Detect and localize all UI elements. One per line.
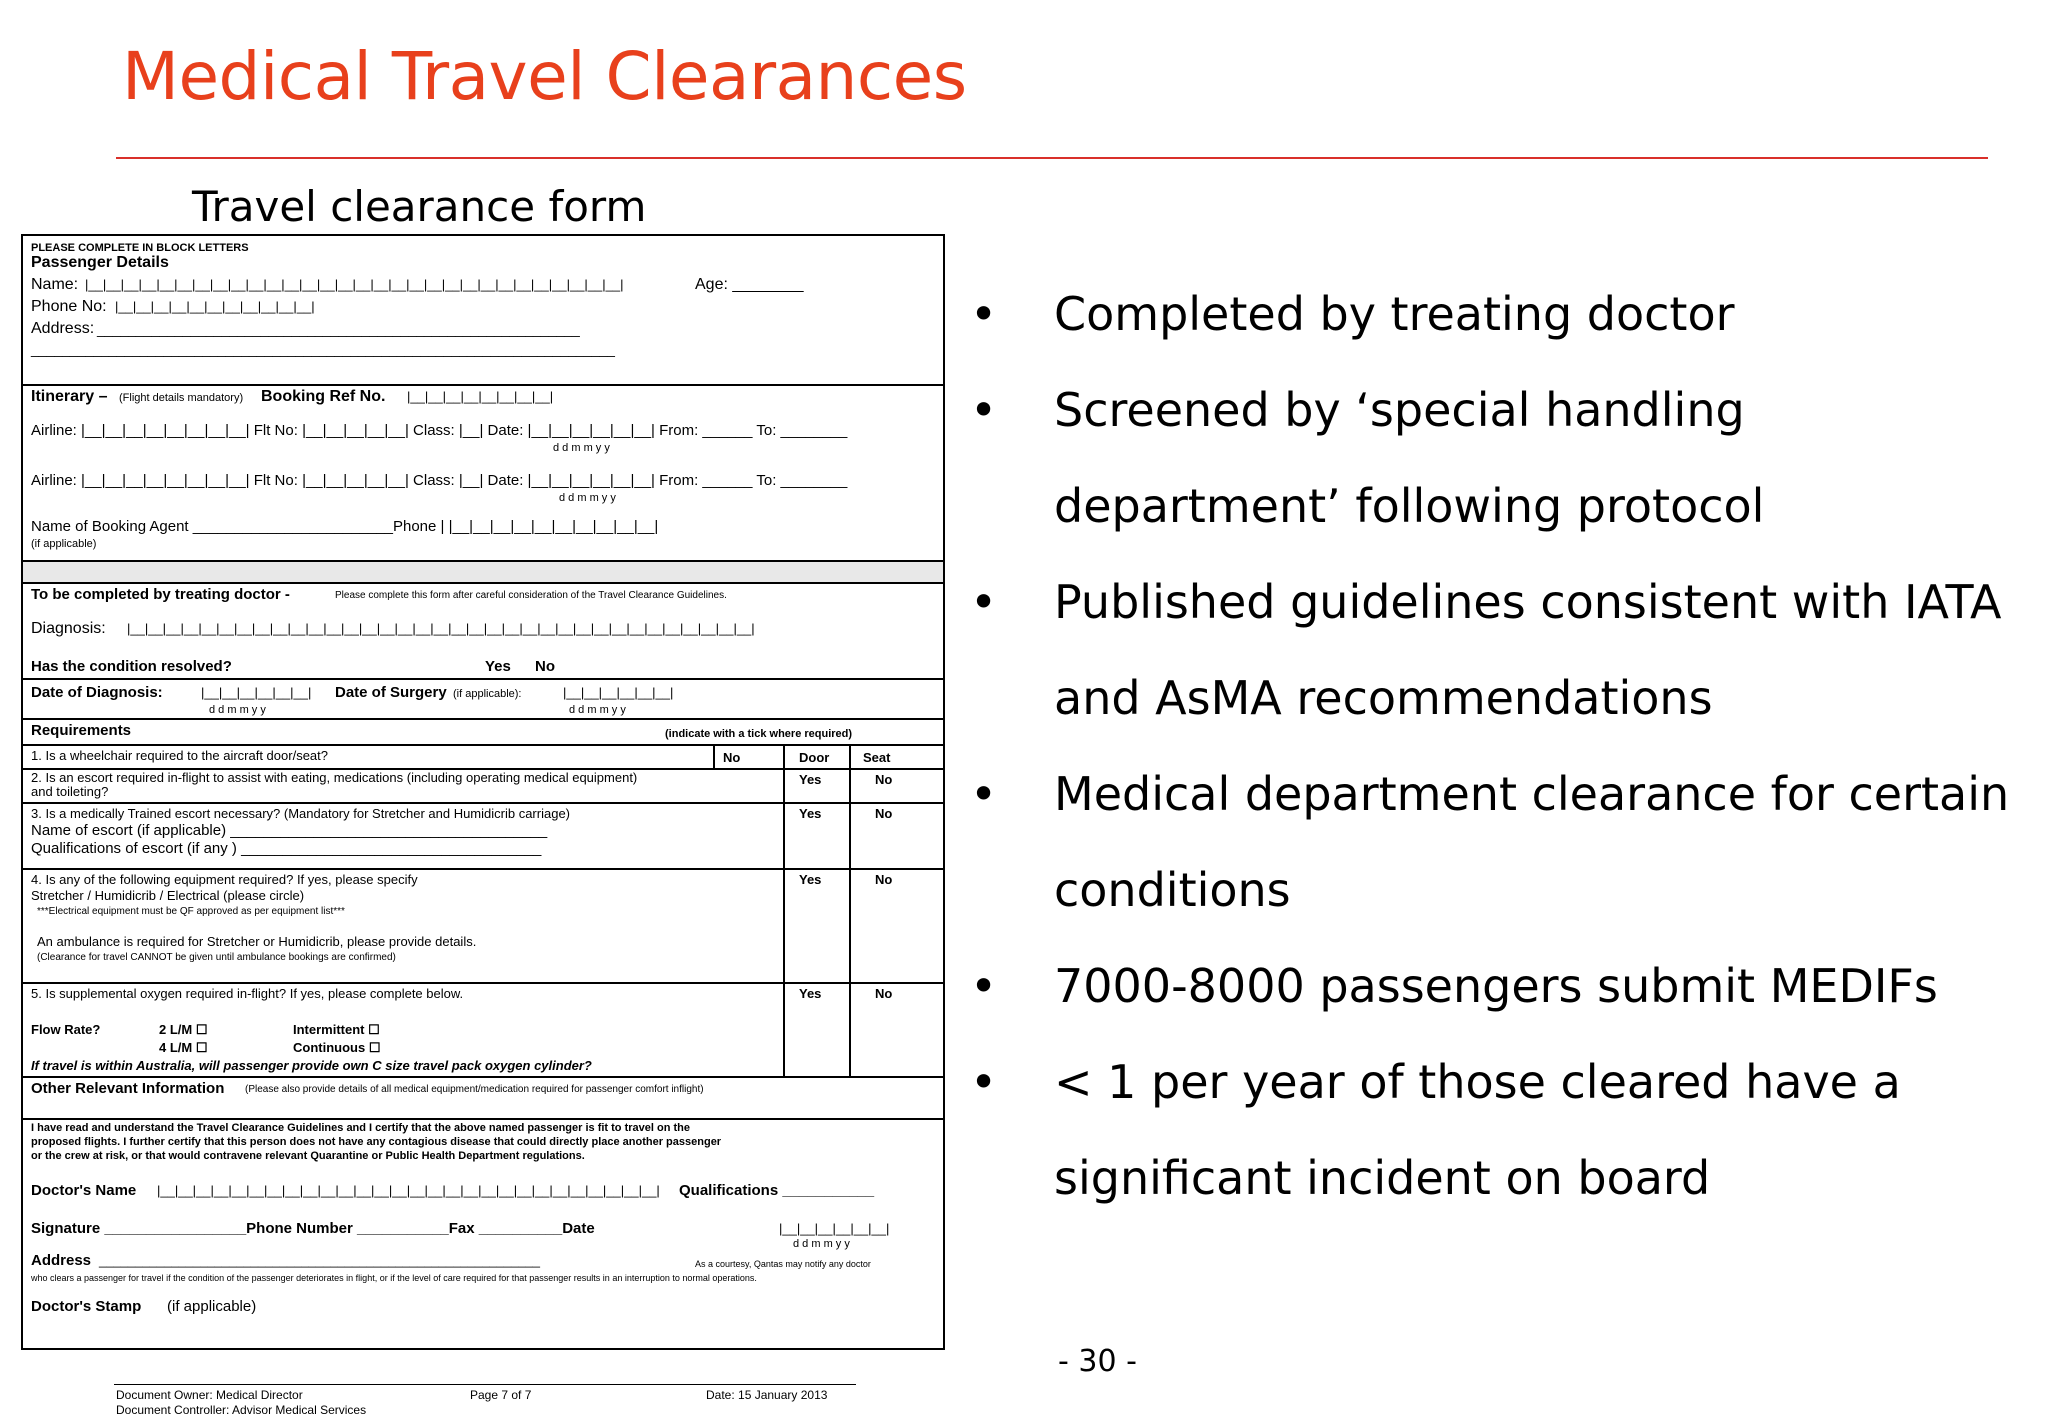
bullet-item	[970, 266, 2030, 362]
question-3c: Qualifications of escort (if any ) ____________________________________	[31, 840, 542, 857]
tick-note: (indicate with a tick where required)	[665, 728, 853, 740]
footer-owner: Document Owner: Medical Director	[116, 1388, 303, 1402]
declaration-line-1: I have read and understand the Travel Clearance Guidelines and I certify that the above named passenger is fit to travel on the	[31, 1122, 690, 1134]
age-label: Age: ________	[695, 276, 804, 293]
bullet-text: Screened by ‘special handling department’ following protocol	[1054, 383, 1765, 533]
q4-yes: Yes	[799, 872, 822, 887]
bullet-list	[970, 266, 2030, 1226]
address-line-2: ___________________________________________________________________________	[31, 341, 615, 357]
q2-no: No	[875, 772, 893, 787]
q2-yes: Yes	[799, 772, 822, 787]
surgery-if-applicable: (if applicable):	[453, 688, 522, 700]
signature-date-letters: d d m m y y	[793, 1238, 850, 1250]
bullet-item	[970, 554, 2030, 746]
declaration-line-2: proposed flights. I further certify that this person does not have any contagious disease that could directly place another passenger	[31, 1136, 722, 1148]
booking-agent-row: Name of Booking Agent ________________________Phone | |__|__|__|__|__|__|__|__|__|__|	[31, 518, 659, 535]
section-divider	[23, 744, 943, 746]
slide-subtitle: Travel clearance form	[192, 182, 647, 231]
declaration-line-3: or the crew at risk, or that would contravene relevant Quarantine or Public Health Department regulations.	[31, 1150, 585, 1162]
doctors-name-label: Doctor's Name	[31, 1182, 137, 1199]
name-label: Name:	[31, 276, 79, 293]
question-5: 5. Is supplemental oxygen required in-flight? If yes, please complete below.	[31, 986, 464, 1001]
q1-no: No	[723, 750, 741, 765]
date-letters-1: d d m m y y	[553, 442, 610, 454]
surgery-date-letters: d d m m y y	[569, 704, 626, 716]
doctor-heading: To be completed by treating doctor -	[31, 586, 290, 603]
flight-mandatory-note: (Flight details mandatory)	[119, 392, 244, 404]
passenger-details-heading: Passenger Details	[31, 254, 169, 271]
question-1: 1. Is a wheelchair required to the aircraft door/seat?	[31, 748, 328, 763]
row-divider	[23, 982, 943, 984]
phone-boxes: |__|__|__|__|__|__|__|__|__|__|__|	[115, 299, 315, 314]
question-4d: An ambulance is required for Stretcher or Humidicrib, please provide details.	[37, 934, 477, 949]
diagnosis-date-boxes: |__|__|__|__|__|__|	[201, 685, 312, 700]
airline-row-1: Airline: |__|__|__|__|__|__|__|__| Flt No: |__|__|__|__|__| Class: |__| Date: |__|__|__|__|__|__| From: ______ To: ________	[31, 422, 848, 439]
bullet-glyph: •	[970, 287, 998, 341]
resolved-yes: Yes	[485, 658, 511, 675]
bullet-glyph: •	[970, 959, 998, 1013]
bullet-glyph: •	[970, 383, 998, 437]
booking-ref-label: Booking Ref No.	[261, 388, 386, 405]
intermittent-checkbox: Intermittent ☐	[293, 1022, 380, 1037]
bullet-item	[970, 1034, 2030, 1226]
bullet-glyph: •	[970, 767, 998, 821]
qualifications-label: Qualifications ___________	[679, 1182, 875, 1199]
question-4: 4. Is any of the following equipment required? If yes, please specify	[31, 872, 418, 887]
section-divider	[23, 678, 943, 680]
diagnosis-label: Diagnosis:	[31, 620, 106, 637]
bullet-item	[970, 746, 2030, 938]
date-letters-2: d d m m y y	[559, 492, 616, 504]
section-divider	[23, 1118, 943, 1120]
booking-ref-boxes: |__|__|__|__|__|__|__|__|	[407, 389, 554, 404]
date-of-surgery-label: Date of Surgery	[335, 684, 447, 701]
row-divider	[23, 802, 943, 804]
bullet-text: Medical department clearance for certain conditions	[1054, 767, 2010, 917]
doctor-address-label: Address	[31, 1252, 92, 1269]
block-letters-note: PLEASE COMPLETE IN BLOCK LETTERS	[31, 242, 249, 254]
shaded-band	[23, 562, 943, 582]
question-4b: Stretcher / Humidicrib / Electrical (please circle)	[31, 888, 305, 903]
oxygen-cylinder-question: If travel is within Australia, will passenger provide own C size travel pack oxygen cylinder?	[31, 1058, 592, 1073]
bullet-text: Published guidelines consistent with IATA and AsMA recommendations	[1054, 575, 2002, 725]
bullet-item	[970, 362, 2030, 554]
itinerary-label: Itinerary –	[31, 388, 108, 405]
signature-date-boxes: |__|__|__|__|__|__|	[779, 1221, 890, 1236]
q5-no: No	[875, 986, 893, 1001]
bullet-text: Completed by treating doctor	[1054, 287, 1735, 341]
other-info-label: Other Relevant Information	[31, 1080, 225, 1097]
requirements-heading: Requirements	[31, 722, 132, 739]
row-divider	[23, 868, 943, 870]
question-2b: and toileting?	[31, 784, 109, 799]
surgery-date-boxes: |__|__|__|__|__|__|	[563, 685, 674, 700]
bullet-glyph: •	[970, 1055, 998, 1109]
bullet-item	[970, 938, 2030, 1034]
booking-agent-if-applicable: (if applicable)	[31, 538, 97, 550]
diagnosis-date-letters: d d m m y y	[209, 704, 266, 716]
doctors-stamp-label: Doctor's Stamp	[31, 1298, 142, 1315]
airline-row-2: Airline: |__|__|__|__|__|__|__|__| Flt No: |__|__|__|__|__| Class: |__| Date: |__|__|__|__|__|__| From: ______ To: ________	[31, 472, 848, 489]
resolved-no: No	[535, 658, 555, 675]
bullet-text: 7000-8000 passengers submit MEDIFs	[1054, 959, 1938, 1013]
section-divider	[23, 718, 943, 720]
flow-rate-label: Flow Rate?	[31, 1022, 101, 1037]
address-line: ______________________________________________________________	[97, 321, 580, 337]
column-divider	[783, 744, 785, 1076]
name-boxes: |__|__|__|__|__|__|__|__|__|__|__|__|__|__|__|__|__|__|__|__|__|__|__|__|__|__|__|__|__|__|	[85, 277, 624, 292]
continuous-checkbox: Continuous ☐	[293, 1040, 381, 1055]
date-of-diagnosis-label: Date of Diagnosis:	[31, 684, 163, 701]
doctors-name-boxes: |__|__|__|__|__|__|__|__|__|__|__|__|__|__|__|__|__|__|__|__|__|__|__|__|__|__|__|__|	[157, 1183, 660, 1198]
doctor-note: Please complete this form after careful consideration of the Travel Clearance Guidelines.	[335, 590, 727, 601]
column-divider	[849, 744, 851, 1076]
bullet-text: < 1 per year of those cleared have a significant incident on board	[1054, 1055, 1901, 1205]
signature-row: Signature _________________Phone Number ___________Fax __________Date	[31, 1220, 595, 1237]
q1-seat: Seat	[863, 750, 891, 765]
footer-controller: Document Controller: Advisor Medical Services	[116, 1403, 367, 1417]
slide-title: Medical Travel Clearances	[122, 38, 967, 115]
q3-no: No	[875, 806, 893, 821]
question-3b: Name of escort (if applicable) ______________________________________	[31, 822, 548, 839]
four-lpm-checkbox: 4 L/M ☐	[159, 1040, 208, 1055]
question-4c: ***Electrical equipment must be QF approved as per equipment list***	[37, 906, 345, 917]
doctor-address-line: _____________________________________________________________	[99, 1253, 541, 1268]
address-label: Address:	[31, 320, 95, 337]
footer-page: Page 7 of 7	[470, 1388, 532, 1402]
footer-rule	[114, 1384, 856, 1385]
section-divider	[23, 1076, 943, 1078]
phone-label: Phone No:	[31, 298, 107, 315]
q1-door: Door	[799, 750, 830, 765]
section-divider	[23, 582, 943, 584]
courtesy-note-2: who clears a passenger for travel if the condition of the passenger deteriorates in flight, or if the level of care required for that passenger results in an interruption to normal operations.	[31, 1273, 757, 1283]
condition-resolved-label: Has the condition resolved?	[31, 658, 232, 675]
section-divider	[23, 384, 943, 386]
travel-clearance-form	[21, 234, 945, 1350]
two-lpm-checkbox: 2 L/M ☐	[159, 1022, 208, 1037]
footer-date: Date: 15 January 2013	[706, 1388, 828, 1402]
bullet-glyph: •	[970, 575, 998, 629]
courtesy-note: As a courtesy, Qantas may notify any doctor	[695, 1259, 871, 1269]
q5-yes: Yes	[799, 986, 822, 1001]
q4-no: No	[875, 872, 893, 887]
title-divider	[116, 157, 1988, 159]
question-3: 3. Is a medically Trained escort necessary? (Mandatory for Stretcher and Humidicrib carriage)	[31, 806, 570, 821]
question-2: 2. Is an escort required in-flight to assist with eating, medications (including operating medical equipment)	[31, 770, 638, 785]
q3-yes: Yes	[799, 806, 822, 821]
diagnosis-boxes: |__|__|__|__|__|__|__|__|__|__|__|__|__|__|__|__|__|__|__|__|__|__|__|__|__|__|__|__|__|__|__|__|__|__|__|	[127, 621, 755, 636]
column-divider	[713, 744, 715, 768]
other-info-note: (Please also provide details of all medical equipment/medication required for passenger comfort inflight)	[245, 1084, 704, 1095]
stamp-if-applicable: (if applicable)	[167, 1298, 257, 1315]
page-number: - 30 -	[1058, 1344, 1137, 1379]
question-4e: (Clearance for travel CANNOT be given until ambulance bookings are confirmed)	[37, 952, 396, 963]
